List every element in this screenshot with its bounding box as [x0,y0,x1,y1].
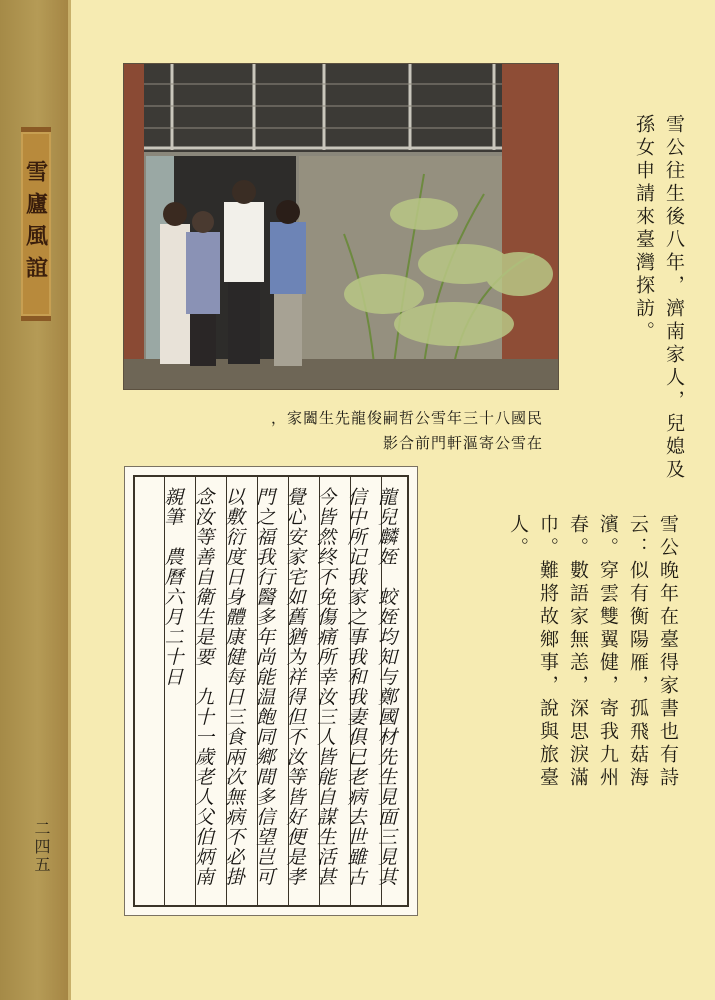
body-text: 雪公往生後八年，濟南家人，兒媳及孫女申請來臺灣探訪。 [633,114,685,482]
caption-line-1: 民國八十三年雪公哲嗣俊龍先生闔家， [270,409,543,427]
family-photo [123,63,559,390]
caption-line-2: 在雪公寄漚軒門前合影 [382,434,543,452]
sidebar-edge [68,0,71,1000]
letter-frame [133,475,409,907]
photo-caption [271,406,543,456]
page-number: 二四五 [32,820,51,874]
series-title: 雪廬風誼 [22,160,49,288]
letter-scan [124,466,418,916]
letter-text: 龍兒麟姪 蛟姪均知与鄭國材先生見面三見其信中所记我家之事我和我妻俱已老病去世雖古今皆然终不免傷痛所幸汝三人皆能自謀生活甚覺心安家宅如舊猶为祥得但不汝等皆好便是孝門之福我行醫多年尚能温飽同鄉間多信望岂可以敷衍度日身體康健每日三食兩次無病不必掛念汝等善自衛生是要 九十一歲老人父伯炳南親筆 農曆六月二十日 [161,487,397,887]
series-title-plaque [21,127,51,321]
poem-text: 雪公晚年在臺得家書也有詩云：似有衡陽雁，孤飛菇海濱。穿雲雙翼健，寄我九州春。數語家無恙，深思淚滿巾。難將故鄉事，說與旅臺人。 [507,514,679,790]
